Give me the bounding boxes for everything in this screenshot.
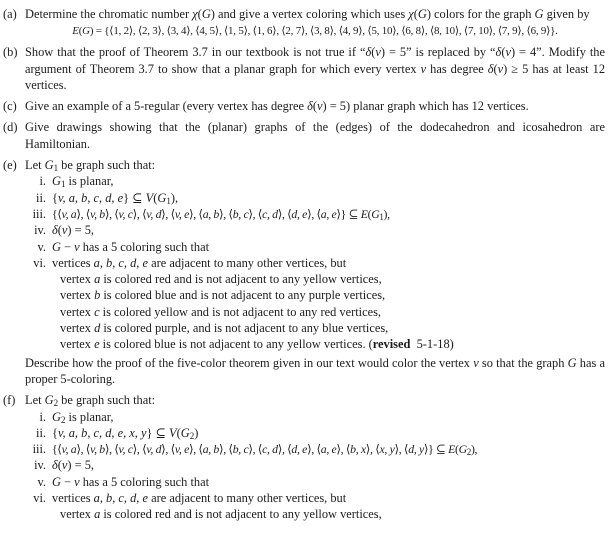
problem-body [25,392,605,522]
roman-list-item [25,441,605,457]
roman-numeral: v. [37,239,46,254]
problem-body [25,44,605,93]
list-item-text: δ(v) = 5, [52,458,95,473]
vertex-color-line: vertex c is colored yellow and is not adjacent to any red vertices, [60,304,382,319]
roman-list-item [25,409,605,425]
roman-list-item [25,490,605,506]
problem-label: (a) [3,7,17,21]
problem-label: (d) [3,120,18,135]
list-item-text: δ(v) = 5, [52,223,95,238]
roman-list-item [25,457,605,473]
roman-list-item [25,239,605,255]
problem-b [2,44,605,93]
problem-body [25,157,605,387]
roman-numeral: vi. [33,255,46,270]
list-item-text: G − v has a 5 coloring such that [52,239,210,254]
roman-numeral: i. [39,174,46,189]
problem-label: (e) [3,158,17,173]
problem-label: (c) [3,99,17,114]
list-item-text: {v, a, b, c, d, e, x, y} ⊆ $V(G_2)$ [52,425,199,441]
paragraph: Let $G_2$ be graph such that: [25,393,156,409]
roman-numeral: ii. [36,425,46,440]
problem-a [2,6,605,39]
problem-label: (b) [3,45,18,60]
roman-list-item [25,425,605,441]
roman-numeral: iii. [32,442,46,457]
paragraph: Give drawings showing that the (planar) graphs of the (edges) of the dodecahedron and icosahedron are Hamiltonian. [25,120,605,151]
roman-numeral: v. [37,474,46,489]
roman-numeral: i. [39,409,46,424]
edge-set-formula: E(G) = {⟨1, 2⟩, ⟨2, 3⟩, ⟨3, 4⟩, ⟨4, 5⟩, ⟨1, 5⟩, ⟨1, 6⟩, ⟨2, 7⟩, ⟨3, 8⟩, ⟨4, 9⟩, ⟨5, 10⟩, ⟨6, 8⟩, ⟨8, 10⟩, ⟨7, 10⟩, ⟨7, 9⟩, ⟨6, 9⟩}. [72,25,558,38]
roman-list-item [25,474,605,490]
paragraph: Describe how the proof of the five-color theorem given in our text would color the vertex v so that the graph G has a proper 5-coloring. [25,355,606,386]
roman-list-item [25,173,605,189]
roman-numeral: iii. [32,206,46,221]
list-item-text: $G_1$ is planar, [52,174,114,190]
problem-d [2,119,605,152]
problem-c [2,98,605,114]
list-item-text: vertices a, b, c, d, e are adjacent to many other vertices, but [52,255,347,270]
list-item-text: {⟨v, a⟩, ⟨v, b⟩, ⟨v, c⟩, ⟨v, d⟩, ⟨v, e⟩, ⟨a, b⟩, ⟨b, c⟩, ⟨c, d⟩, ⟨d, e⟩, ⟨a, e⟩, ⟨b, x⟩, ⟨x, y⟩, ⟨d, y⟩} ⊆ $E(G_2)$, [52,442,478,458]
paragraph: Let $G_1$ be graph such that: [25,158,156,174]
paragraph: Show that the proof of Theorem 3.7 in our textbook is not true if “δ(v) = 5” is replaced by “δ(v) = 4”. Modify the argument of Theorem 3.7 to show that a planar graph for which every vertex v has degree δ(v) ≥ 5 has at least 12 vertices. [25,45,606,92]
roman-numeral: iv. [34,458,46,473]
vertex-color-line: vertex d is colored purple, and is not adjacent to any blue vertices, [60,321,389,336]
list-item-text: {⟨v, a⟩, ⟨v, b⟩, ⟨v, c⟩, ⟨v, d⟩, ⟨v, e⟩, ⟨a, b⟩, ⟨b, c⟩, ⟨c, d⟩, ⟨d, e⟩, ⟨a, e⟩} ⊆ $E(G_1)$, [52,206,390,222]
roman-numeral: iv. [34,223,46,238]
vertex-color-line: vertex b is colored blue and is not adjacent to any purple vertices, [60,288,386,303]
paragraph: Give an example of a 5-regular (every vertex has degree δ(v) = 5) planar graph which has 12 vertices. [25,99,529,114]
list-item-text: G − v has a 5 coloring such that [52,474,210,489]
problem-f [2,392,605,522]
paragraph: Determine the chromatic number χ(G) and give a vertex coloring which uses χ(G) colors for the graph G given by [25,7,590,21]
vertex-color-line: vertex a is colored red and is not adjacent to any yellow vertices, [60,507,382,522]
roman-numeral: ii. [36,190,46,205]
problem-label: (f) [3,393,16,408]
vertex-color-line: vertex e is colored blue is not adjacent to any yellow vertices. (revised 5-1-18) [60,337,454,352]
document-body [2,6,605,523]
problem-body [25,98,605,114]
roman-list-item [25,206,605,222]
problem-body [25,119,605,152]
roman-numeral: vi. [33,491,46,506]
roman-list-item [25,255,605,271]
list-item-text: $G_2$ is planar, [52,409,114,425]
problem-e [2,157,605,387]
vertex-color-line: vertex a is colored red and is not adjacent to any yellow vertices, [60,272,382,287]
roman-list-item [25,222,605,238]
problem-body [25,6,605,39]
list-item-text: {v, a, b, c, d, e} ⊆ $V(G_1)$, [52,190,179,206]
list-item-text: vertices a, b, c, d, e are adjacent to many other vertices, but [52,491,347,506]
roman-list-item [25,190,605,206]
